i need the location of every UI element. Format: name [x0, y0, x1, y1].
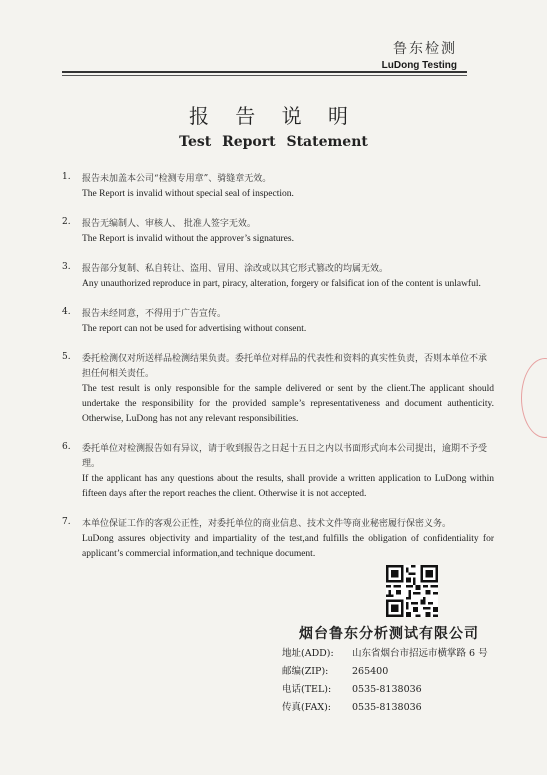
address-value: 山东省烟台市招远市横掌路 6 号: [352, 648, 488, 659]
tel-label: 电话(TEL):: [282, 684, 332, 695]
item-number: 7.: [62, 517, 71, 527]
header-divider-thin: [62, 75, 467, 76]
tel-value: 0535-8138036: [352, 684, 422, 695]
item-text-cn: 委托单位对检测报告如有异议，请于收到报告之日起十五日之内以书面形式向本公司提出，逾期不予受理。: [82, 444, 488, 469]
item-text-en: The report can not be used for advertising without consent.: [82, 324, 307, 334]
item-number: 4.: [62, 307, 71, 317]
statement-list: [62, 172, 494, 577]
title-en: Test Report Statement: [179, 134, 368, 150]
item-number: 5.: [62, 352, 71, 362]
fax-value: 0535-8138036: [352, 702, 422, 713]
brand-name-en: LuDong Testing: [381, 60, 457, 71]
item-number: 2.: [62, 217, 71, 227]
item-text-cn: 委托检测仅对所送样品检测结果负责。委托单位对样品的代表性和资料的真实性负责，否则本单位不承担任何相关责任。: [82, 354, 488, 379]
item-text-cn: 报告部分复制、私自转让、盗用、冒用、涂改或以其它形式篡改的均属无效。: [82, 264, 389, 274]
header-divider: [62, 71, 467, 73]
item-text-en: The Report is invalid without the approver’s signatures.: [82, 234, 294, 244]
qr-code: [386, 565, 438, 617]
brand-name-cn: 鲁东检测: [393, 41, 457, 57]
item-number: 3.: [62, 262, 71, 272]
brand-header: [382, 38, 457, 71]
address-label: 地址(ADD):: [282, 648, 334, 659]
item-text-en: The test result is only responsible for the sample delivered or sent by the client.The applicant should undertake the responsibility for the provided sample’s representativeness and document authenticity. Otherwise, LuDong has not any relevant responsibilities.: [82, 384, 494, 424]
fax-label: 传真(FAX):: [282, 702, 332, 713]
contact-address: [282, 645, 488, 663]
item-text-cn: 本单位保证工作的客观公正性，对委托单位的商业信息、技术文件等商业秘密履行保密义务。: [82, 519, 452, 529]
statement-item-2: [62, 217, 494, 247]
contact-info: [282, 645, 488, 717]
item-number: 6.: [62, 442, 71, 452]
statement-item-1: [62, 172, 494, 202]
contact-fax: [282, 699, 488, 717]
statement-item-6: [62, 442, 494, 502]
item-text-en: The Report is invalid without special seal of inspection.: [82, 189, 294, 199]
company-name: 烟台鲁东分析测试有限公司: [299, 626, 479, 642]
contact-tel: [282, 681, 488, 699]
item-text-en: If the applicant has any questions about the results, shall provide a written application to LuDong within fifteen days after the report reaches the client. Otherwise it is not accepted.: [82, 474, 494, 499]
title-cn: 报 告 说 明: [188, 104, 359, 128]
item-number: 1.: [62, 172, 71, 182]
zip-label: 邮编(ZIP):: [282, 666, 329, 677]
statement-item-3: [62, 262, 494, 292]
statement-item-5: [62, 352, 494, 427]
statement-item-7: [62, 517, 494, 562]
item-text-en: LuDong assures objectivity and impartiality of the test,and fulfills the obligation of confidentiality for applicant’s commercial information,and technique document.: [82, 534, 494, 559]
zip-value: 265400: [352, 666, 389, 677]
item-text-cn: 报告无编制人、审核人、 批准人签字无效。: [82, 219, 256, 229]
seal-stamp-edge: [521, 358, 547, 438]
item-text-cn: 报告未加盖本公司“检测专用章”、骑缝章无效。: [82, 174, 272, 184]
statement-item-4: [62, 307, 494, 337]
contact-zip: [282, 663, 488, 681]
item-text-cn: 报告未经同意，不得用于广告宣传。: [82, 309, 227, 319]
item-text-en: Any unauthorized reproduce in part, piracy, alteration, forgery or falsificat ion of the content is unlawful.: [82, 279, 481, 289]
